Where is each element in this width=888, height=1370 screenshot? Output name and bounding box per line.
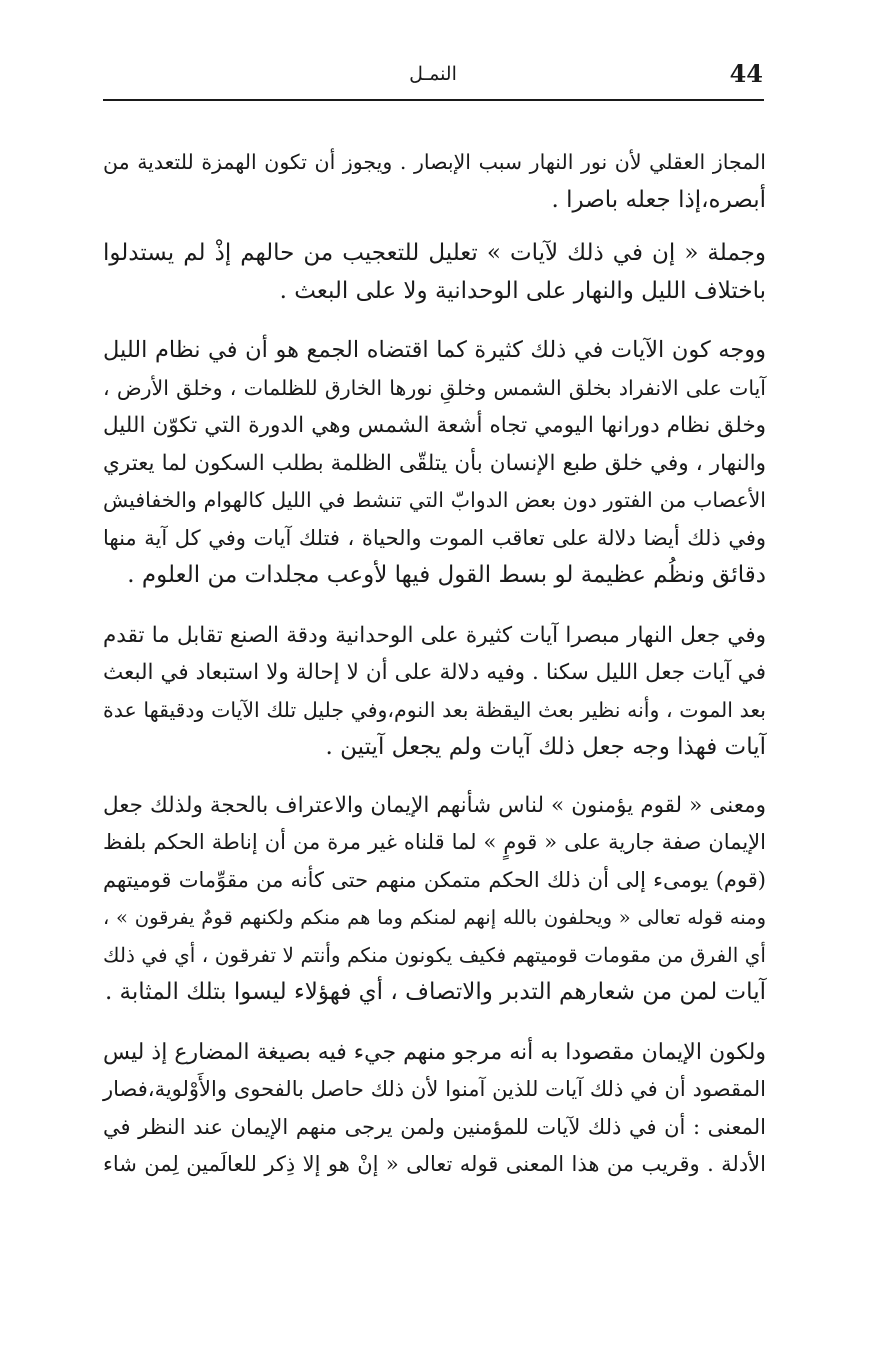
text-line: آيات فهذا وجه جعل ذلك آيات ولم يجعل آيتين . [325, 734, 766, 760]
running-title: النمـل [409, 63, 457, 85]
page-number: 44 [729, 59, 763, 88]
text-line: ولكون الإيمان مقصودا به أنه مرجو منهم جيء فيه بصيغة المضارع إذ ليس [103, 1039, 766, 1065]
text-line: دقائق ونظُم عظيمة لو بسط القول فيها لأوعب مجلدات من العلوم . [127, 562, 766, 588]
header-rule [103, 99, 764, 101]
text-line: وخلق نظام دورانها اليومي تجاه أشعة الشمس وهي الدورة التي تكوّن الليل [103, 413, 766, 438]
text-line: بعد الموت ، وأنه نظير بعث اليقظة بعد النوم،وفي جليل تلك الآيات ودقيقها عدة [103, 697, 766, 722]
text-line: آيات لمن من شعارهم التدبر والاتصاف ، أي فهؤلاء ليسوا بتلك المثابة . [104, 979, 766, 1005]
text-line: ومنه قوله تعالى « ويحلفون بالله إنهم لمنكم وما هم منكم ولكنهم قومٌ يفرقون » ، [103, 906, 766, 929]
text-line: أبصره،إذا جعله باصرا . [551, 186, 766, 213]
paragraph [103, 332, 766, 595]
paragraph [103, 235, 766, 310]
paragraph [103, 787, 766, 1012]
text-line: الإيمان صفة جارية على « قومٍ » لما قلناه غير مرة من أن إناطة الحكم بلفظ [103, 830, 766, 854]
text-line: وفي جعل النهار مبصرا آيات كثيرة على الوحدانية ودقة الصنع تقابل ما تقدم [103, 622, 766, 648]
text-line: آيات على الانفراد بخلق الشمس وخلقِ نورها الخارق للظلمات ، وخلق الأرض ، [103, 375, 766, 400]
text-line: وفي ذلك أيضا دلالة على تعاقب الموت والحياة ، فتلك آيات وفي كل آية منها [103, 525, 766, 550]
text-line: الأعصاب من الفتور دون بعض الدوابّ التي تنشط في الليل كالهوام والخفافيش [103, 488, 766, 512]
text-line: المقصود أن في ذلك آيات للذين آمنوا لأن ذلك حاصل بالفحوى والأَوْلوية،فصار [103, 1077, 766, 1101]
text-line: المعنى : أن في ذلك لآيات للمؤمنين ولمن يرجى منهم الإيمان عند النظر في [103, 1114, 766, 1139]
paragraph [103, 617, 766, 767]
page-header [103, 58, 763, 98]
text-line: المجاز العقلي لأن نور النهار سبب الإبصار . ويجوز أن تكون الهمزة للتعدية من [103, 150, 766, 174]
text-line: ومعنى « لقوم يؤمنون » لناس شأنهم الإيمان والاعتراف بالحجة ولذلك جعل [103, 792, 766, 818]
text-line: وجملة « إن في ذلك لآيات » تعليل للتعجيب من حالهم إذْ لم يستدلوا [103, 240, 766, 266]
text-line: والنهار ، وفي خلق طبع الإنسان بأن يتلقّى الظلمة بطلب السكون لما يعتري [103, 450, 766, 476]
paragraph [103, 1034, 766, 1184]
text-line: أي الفرق من مقومات قوميتهم فكيف يكونون منكم وأنتم لا تفرقون ، أي في ذلك [103, 942, 766, 967]
text-line: ووجه كون الآيات في ذلك كثيرة كما اقتضاه الجمع هو أن في نظام الليل [103, 337, 766, 363]
text-line: في آيات جعل الليل سكنا . وفيه دلالة على أن لا إحالة ولا استبعاد في البعث [103, 660, 766, 685]
text-line: باختلاف الليل والنهار على الوحدانية ولا على البعث . [279, 277, 766, 304]
paragraph [103, 144, 766, 219]
page-body [103, 144, 766, 1184]
text-line: الأدلة . وقريب من هذا المعنى قوله تعالى « إنْ هو إلا ذِكر للعالَمين لِمن شاء [103, 1152, 766, 1176]
text-line: (قوم) يومىء إلى أن ذلك الحكم متمكن منهم حتى كأنه من مقوِّمات قوميتهم [103, 867, 766, 892]
